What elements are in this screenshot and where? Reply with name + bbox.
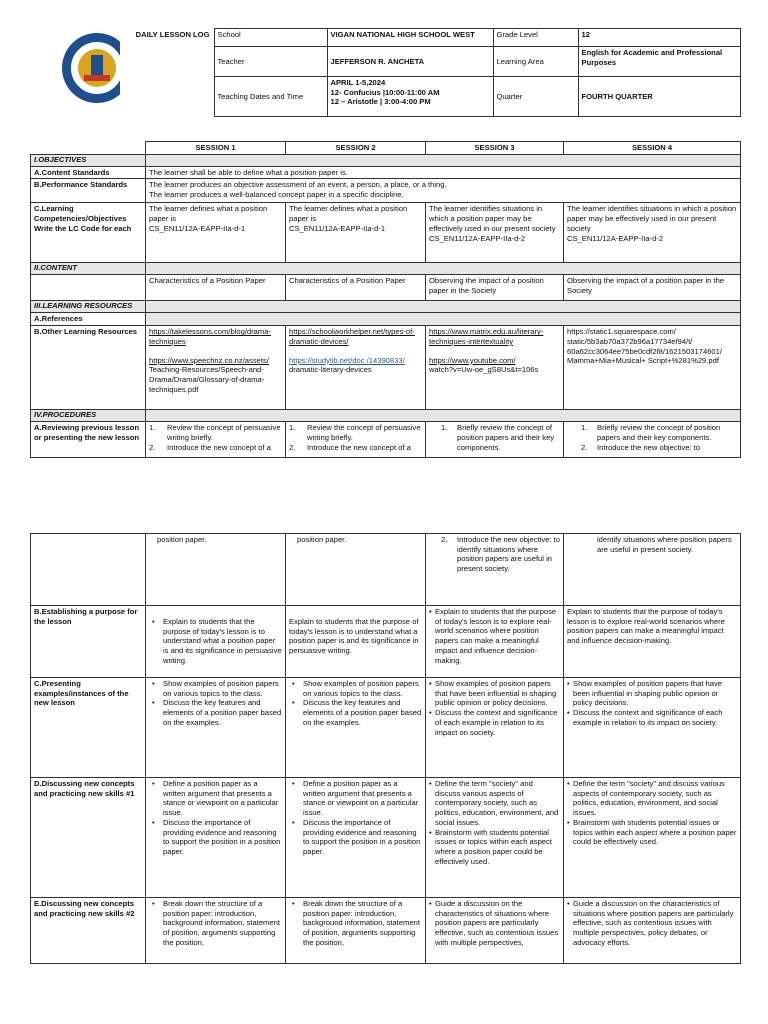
dates-value xyxy=(327,77,493,117)
list-item: • Define the term "society" and discuss various aspects of contemporary society, such as politics, education, environment, and social issues. xyxy=(429,779,560,828)
resources-session-2 xyxy=(286,326,426,410)
competencies-label: C.Learning Competencies/Objectives Write the LC Code for each xyxy=(31,203,146,263)
deped-logo-cell xyxy=(30,29,120,117)
list-item: 2. Introduce the new concept of a xyxy=(149,442,271,452)
list-item: • Show examples of position papers that have been influential in shaping public opinion or policy decisions. xyxy=(567,679,737,708)
log-title: DAILY LESSON LOG xyxy=(135,29,210,39)
content-session-2: Characteristics of a Position Paper xyxy=(286,275,426,301)
list-item: 2. Introduce the new concept of a xyxy=(289,442,411,452)
resource-4-text: https://static1.squarespace.com/ static/5b3ab70a372b96a17734ef94/t/ 60a62cc3064ee75be0cdf2f8/1621503174601/ Mamma+Mia+Musical+ Script+%281%29.pdf xyxy=(567,327,722,366)
resource-1-link-1[interactable]: https://takelessons.com/blog/drama-techniques xyxy=(149,327,271,346)
reviewing-cont-session-3 xyxy=(426,534,564,606)
page-one xyxy=(0,0,768,487)
list-item: • Show examples of position papers that have been influential in shaping public opinion or policy decisions. xyxy=(429,679,560,708)
reviewing-cont-session-1 xyxy=(146,534,286,606)
resource-1-link-2[interactable]: https://www.speechnz.co.nz/assets/ xyxy=(149,355,269,365)
list-item: • Brainstorm with students potential issues or topics within each aspect where a position paper could be effectively used. xyxy=(567,818,737,847)
school-label: School xyxy=(214,29,327,47)
list-item: 1. Review the concept of persuasive writing briefly. xyxy=(289,423,421,442)
list-item: • Define the term "society" and discuss various aspects of contemporary society, such as politics, education, environment, and social issues. xyxy=(567,779,737,818)
deped-seal-logo xyxy=(62,33,120,103)
purpose-4-text: Explain to students that the purpose of today's lesson is to explore real-world scenarios where position papers can make a meaningful impact and influence decision-making. xyxy=(567,607,725,646)
content-standards-text: The learner shall be able to define what a position paper is. xyxy=(146,166,741,179)
reviewing-session-1 xyxy=(146,422,286,458)
list-item: 1. Briefly review the concept of position papers and their key components. xyxy=(581,423,721,442)
list-item: • Guide a discussion on the characteristics of situations where position papers are particularly effective, such as contentious issues with multiple perspectives, policy debates, or advocacy efforts. xyxy=(567,899,737,948)
list-item: • Discuss the importance of providing evidence and reasoning to support the position in a position paper. xyxy=(149,818,282,857)
quarter-label: Quarter xyxy=(493,77,578,117)
dates-line-3: 12 – Aristotle | 3:00-4:00 PM xyxy=(330,97,431,107)
resource-1-text-2: Teaching-Resources/Speech-and-Drama/Drama/Glossary-of-drama-techniques.pdf xyxy=(149,365,265,394)
presenting-label: C.Presenting examples/instances of the new lesson xyxy=(31,678,146,778)
grade-label: Grade Level xyxy=(493,29,578,47)
teacher-value: JEFFERSON R. ANCHETA xyxy=(327,47,493,77)
procedures-section: IV.PROCEDURES xyxy=(31,410,146,422)
purpose-session-4 xyxy=(564,606,741,678)
area-label: Learning Area xyxy=(493,47,578,77)
list-item: • Discuss the context and significance of each example in relation to its impact on society. xyxy=(429,708,560,737)
references-fill xyxy=(146,313,741,326)
performance-standards-text xyxy=(146,179,741,203)
competency-session-2 xyxy=(286,203,426,263)
resources-section-fill xyxy=(146,301,741,313)
procedures-section-fill xyxy=(146,410,741,422)
dates-line-2: 12- Confucius |10:00-11:00 AM xyxy=(330,87,440,97)
purpose-2-text: Explain to students that the purpose of today's lesson is to understand what a position paper is and its significance in persuasive writing. xyxy=(289,617,419,656)
page-gap xyxy=(0,487,768,533)
discussing-2-session-4 xyxy=(564,898,741,964)
list-item: • Show examples of position papers on various topics to the class. xyxy=(149,679,282,698)
competency-session-1 xyxy=(146,203,286,263)
list-item: • Explain to students that the purpose of today's lesson is to understand what a position paper is and its significance in persuasive writing. xyxy=(149,617,282,666)
discussing-2-session-1 xyxy=(146,898,286,964)
list-item: • Discuss the context and significance of each example in relation to its impact on society. xyxy=(567,708,737,727)
reviewing-1-cont: position paper. xyxy=(157,535,207,544)
competency-3-code: CS_EN11/12A-EAPP-IIa-d-2 xyxy=(429,233,526,243)
purpose-session-3 xyxy=(426,606,564,678)
list-item: 2. Introduce the new objective: to identify situations where position papers are useful in present society. xyxy=(441,535,561,574)
resource-3-link-1[interactable]: https://www.matrix.edu.au/literary-techniques-intertextuality xyxy=(429,327,544,346)
reviewing-session-4 xyxy=(564,422,741,458)
list-item: • Brainstorm with students potential issues or topics within each aspect where a position paper could be effectively used. xyxy=(429,828,560,867)
discussing-2-session-2 xyxy=(286,898,426,964)
continued-blank xyxy=(31,534,146,606)
competency-1-text: The learner defines what a position paper is xyxy=(149,204,268,224)
content-session-1: Characteristics of a Position Paper xyxy=(146,275,286,301)
header-blank xyxy=(120,77,214,117)
purpose-label: B.Establishing a purpose for the lesson xyxy=(31,606,146,678)
teacher-label: Teacher xyxy=(214,47,327,77)
presenting-session-2 xyxy=(286,678,426,778)
session-2-header: SESSION 2 xyxy=(286,142,426,155)
discussing-1-label: D.Discussing new concepts and practicing new skills #1 xyxy=(31,778,146,898)
competency-2-code: CS_EN11/12A-EAPP-IIa-d-1 xyxy=(289,223,386,233)
other-resources-label: B.Other Learning Resources xyxy=(31,326,146,410)
lesson-table-page-1 xyxy=(30,141,741,458)
area-value: English for Academic and Professional Purposes xyxy=(578,47,740,77)
session-3-header: SESSION 3 xyxy=(426,142,564,155)
list-item: • Define a position paper as a written argument that presents a stance or viewpoint on a particular issue. xyxy=(149,779,282,818)
list-item: • Explain to students that the purpose of today's lesson is to explore real-world scenarios where position papers can make a meaningful impact and influence decision-making. xyxy=(429,607,560,665)
reviewing-cont-session-4 xyxy=(564,534,741,606)
list-item: • Define a position paper as a written argument that presents a stance or viewpoint on a particular issue. xyxy=(289,779,422,818)
discussing-1-session-4 xyxy=(564,778,741,898)
performance-standards-label: B.Performance Standards xyxy=(31,179,146,203)
reviewing-4-cont: identify situations where position papers are useful in present society. xyxy=(597,535,732,554)
list-item: 1. Briefly review the concept of position papers and their key components. xyxy=(441,423,555,452)
objectives-section: I.OBJECTIVES xyxy=(31,154,146,166)
reviewing-cont-session-2 xyxy=(286,534,426,606)
content-session-3: Observing the impact of a position paper in the Society xyxy=(426,275,564,301)
discussing-1-session-2 xyxy=(286,778,426,898)
content-standards-label: A.Content Standards xyxy=(31,166,146,179)
performance-line-1: The learner produces an objective assessment of an event, a person, a place, or a thing. xyxy=(149,180,447,190)
quarter-value: FOURTH QUARTER xyxy=(578,77,740,117)
presenting-session-4 xyxy=(564,678,741,778)
competency-session-4 xyxy=(564,203,741,263)
header-table xyxy=(30,28,741,117)
resource-3-text-2: watch?v=Uw-oe_gS8Us&t=106s xyxy=(429,365,539,375)
performance-line-2: The learner produces a well-balanced concept paper in a specific discipline. xyxy=(149,190,404,200)
lesson-table-page-2 xyxy=(30,533,741,964)
presenting-session-3 xyxy=(426,678,564,778)
competency-4-code: CS_EN11/12A-EAPP-IIa-d-2 xyxy=(567,233,664,243)
list-item: • Break down the structure of a position paper: introduction, background information, statement of position, arguments supporting the position, xyxy=(149,899,282,948)
session-1-header: SESSION 1 xyxy=(146,142,286,155)
session-4-header: SESSION 4 xyxy=(564,142,741,155)
discussing-1-session-3 xyxy=(426,778,564,898)
content-blank xyxy=(31,275,146,301)
purpose-session-2 xyxy=(286,606,426,678)
purpose-session-1 xyxy=(146,606,286,678)
resources-session-1 xyxy=(146,326,286,410)
resource-3-link-2[interactable]: https://www.youtube.com/ xyxy=(429,355,516,365)
resource-2-link-1[interactable]: https://schoolworkhelper.net/types-of-dramatic-devices/ xyxy=(289,327,415,346)
content-section: II.CONTENT xyxy=(31,263,146,275)
reviewing-lesson-label: A.Reviewing previous lesson or presenting the new lesson xyxy=(31,422,146,458)
reviewing-session-3 xyxy=(426,422,564,458)
discussing-2-session-3 xyxy=(426,898,564,964)
list-item: • Show examples of position papers on various topics to the class. xyxy=(289,679,422,698)
competency-1-code: CS_EN11/12A-EAPP-IIa-d-1 xyxy=(149,223,246,233)
resource-2-link-2[interactable]: https://studylib.net/doc /14390833/ xyxy=(289,355,405,365)
list-item: • Discuss the key features and elements of a position paper based on the examples. xyxy=(289,698,422,727)
competency-2-text: The learner defines what a position paper is xyxy=(289,204,408,224)
resources-section: III.LEARNING RESOURCES xyxy=(31,301,146,313)
dates-label: Teaching Dates and Time xyxy=(214,77,327,117)
list-item: 1. Review the concept of persuasive writing briefly. xyxy=(149,423,281,442)
reviewing-session-2 xyxy=(286,422,426,458)
list-item: 2. Introduce the new objective: to xyxy=(581,442,701,452)
content-session-4: Observing the impact of a position paper in the Society xyxy=(564,275,741,301)
grade-value: 12 xyxy=(578,29,740,47)
reviewing-2-cont: position paper. xyxy=(297,535,347,544)
list-item: • Discuss the importance of providing evidence and reasoning to support the position in a position paper. xyxy=(289,818,422,857)
dates-line-1: APRIL 1-5,2024 xyxy=(330,78,386,87)
competency-3-text: The learner identifies situations in which a position paper may be effectively used in our present society xyxy=(429,204,556,233)
presenting-session-1 xyxy=(146,678,286,778)
corner-blank xyxy=(31,142,146,155)
list-item: • Discuss the key features and elements of a position paper based on the examples. xyxy=(149,698,282,727)
competency-session-3 xyxy=(426,203,564,263)
resources-session-3 xyxy=(426,326,564,410)
list-item: • Guide a discussion on the characteristics of situations where position papers are particularly effective, such as contentious issues with multiple perspectives, xyxy=(429,899,560,948)
list-item: • Break down the structure of a position paper: introduction, background information, statement of position, arguments supporting the position, xyxy=(289,899,422,948)
references-label: A.References xyxy=(31,313,146,326)
objectives-section-fill xyxy=(146,154,741,166)
content-section-fill xyxy=(146,263,741,275)
resources-session-4 xyxy=(564,326,741,410)
discussing-2-label: E.Discussing new concepts and practicing new skills #2 xyxy=(31,898,146,964)
school-value: VIGAN NATIONAL HIGH SCHOOL WEST xyxy=(327,29,493,47)
discussing-1-session-1 xyxy=(146,778,286,898)
page-two xyxy=(0,533,768,1024)
department-name xyxy=(120,47,214,77)
competency-4-text: The learner identifies situations in which a position paper may be effectively used in our present society xyxy=(567,204,737,233)
resource-2-text-2: dramatic-literary-devices xyxy=(289,365,372,375)
